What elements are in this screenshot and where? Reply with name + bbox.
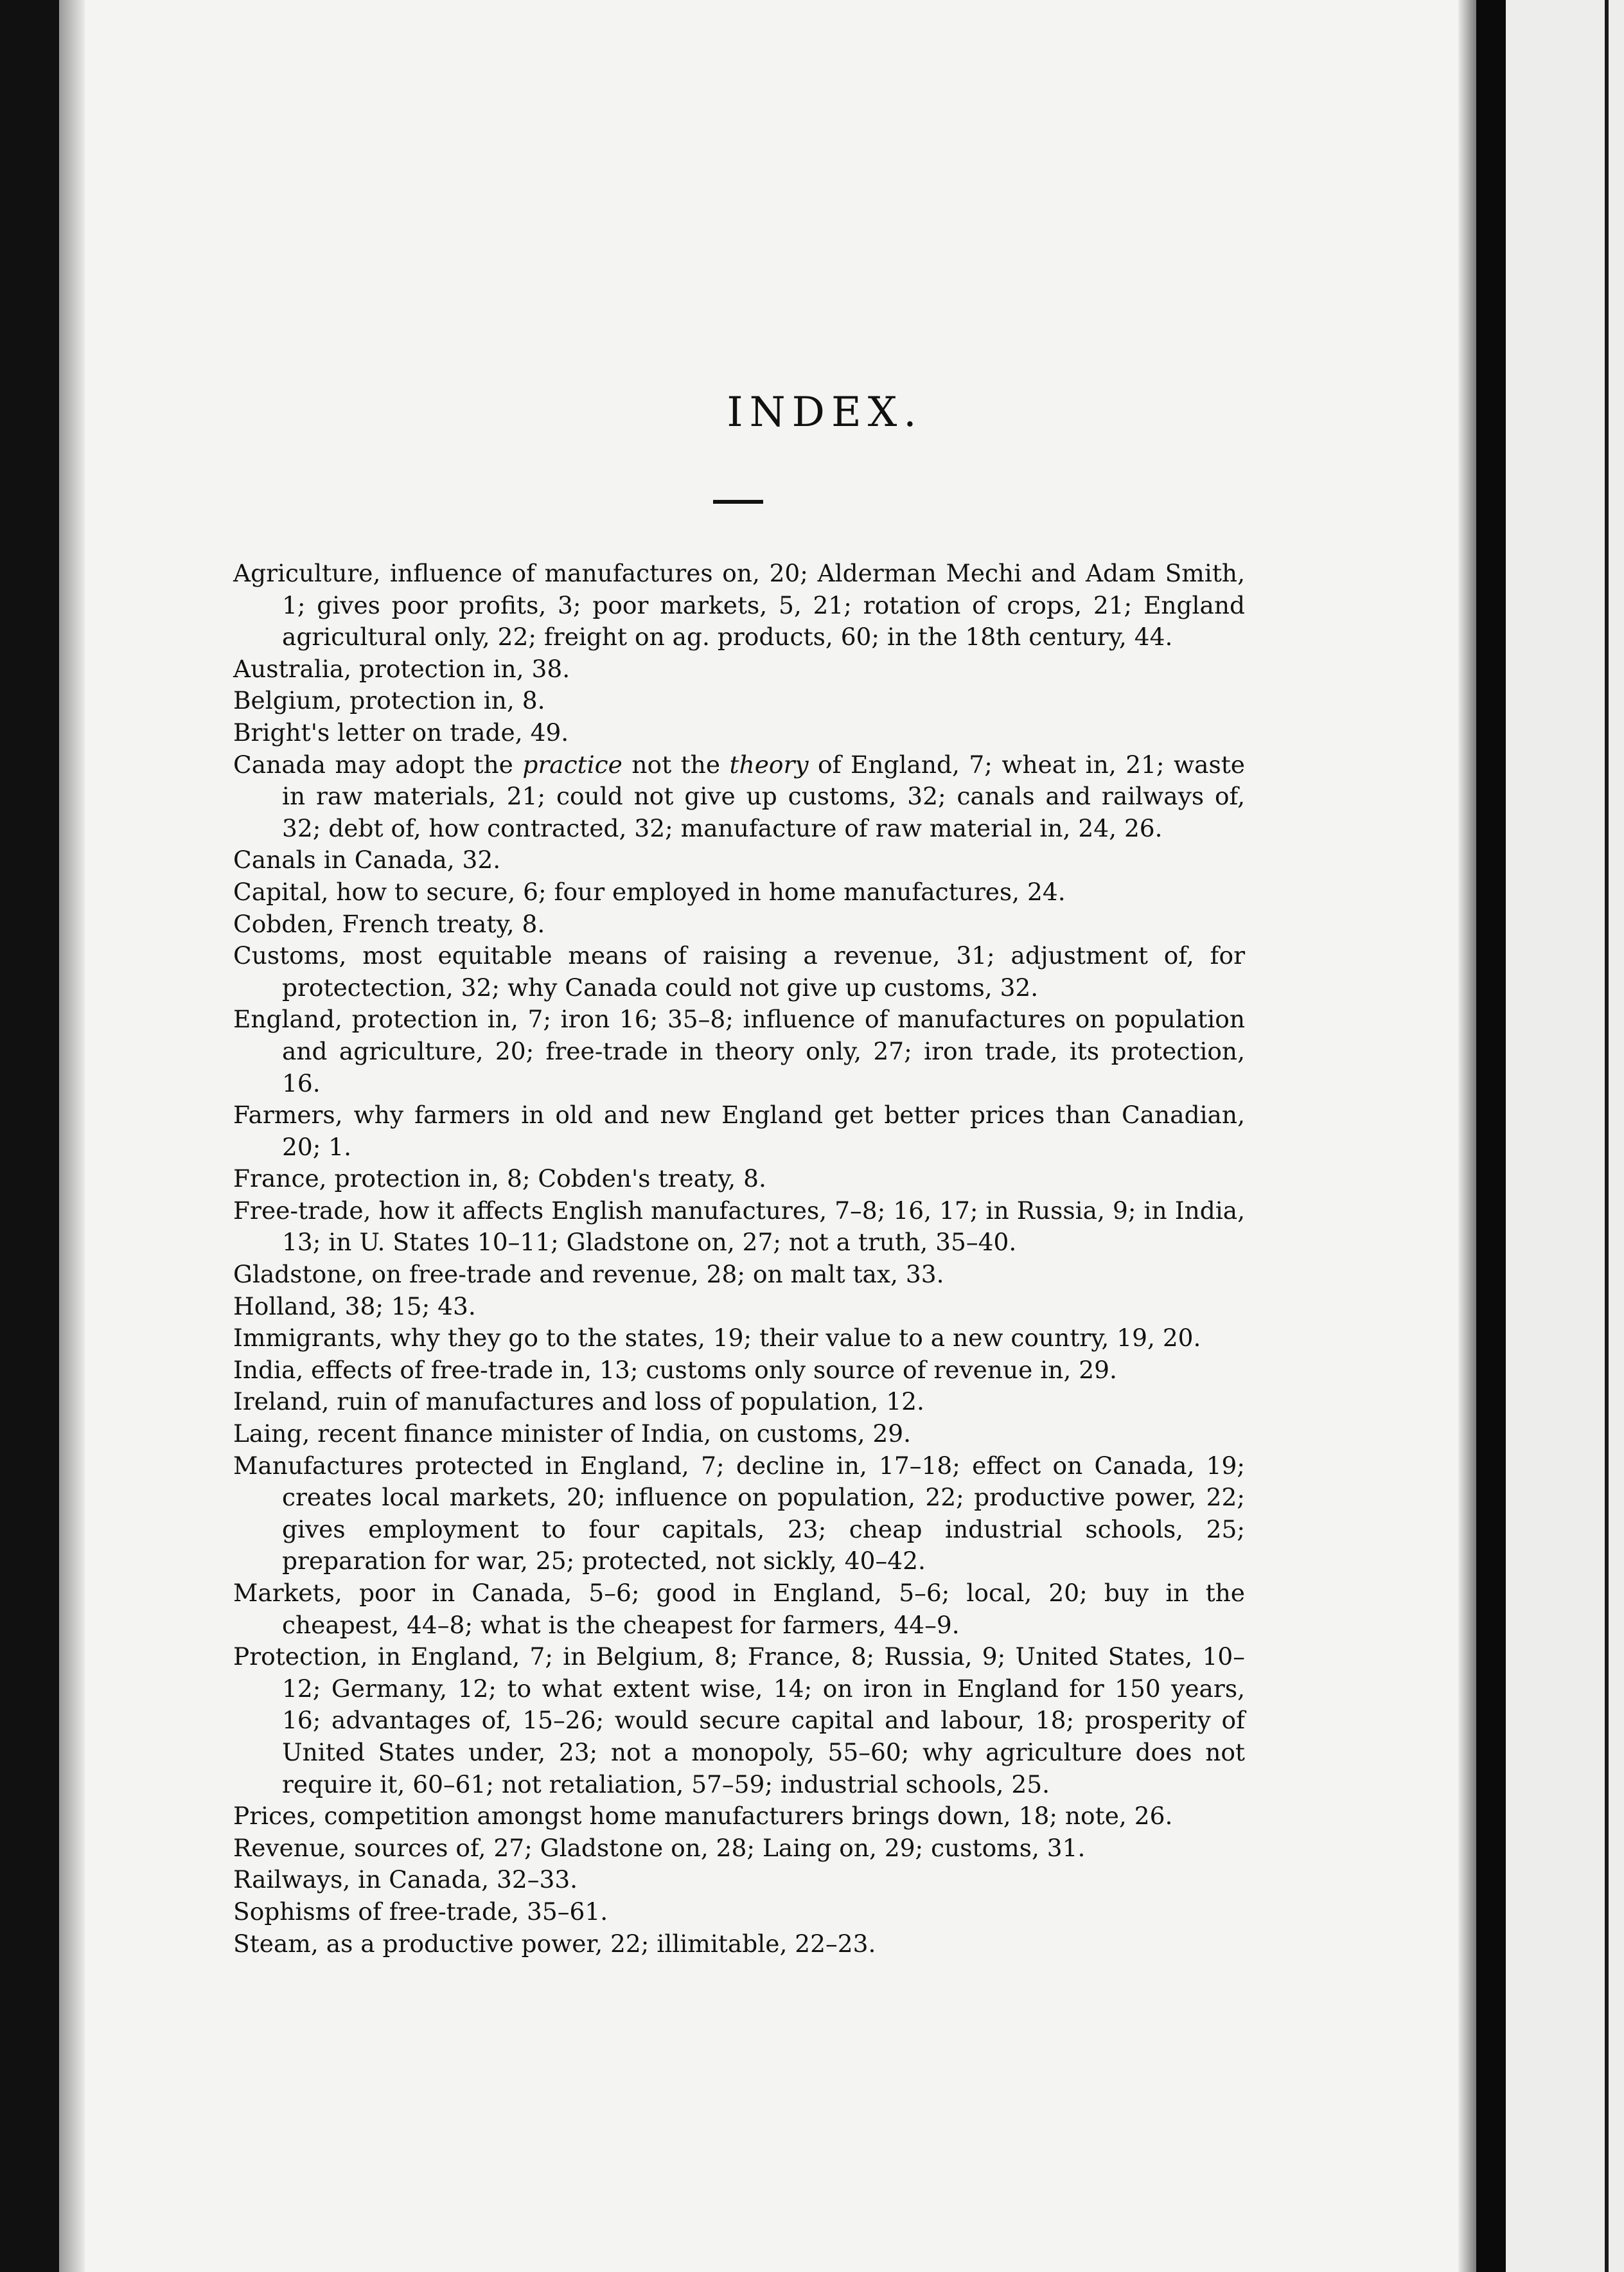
index-entry: Bright's letter on trade, 49. — [233, 718, 569, 747]
index-entry: Cobden, French treaty, 8. — [233, 909, 545, 938]
index-entry: Canals in Canada, 32. — [233, 846, 501, 874]
index-entry: India, effects of free-trade in, 13; customs only source of revenue in, 29. — [233, 1355, 1117, 1384]
emphasis-theory: theory — [729, 750, 809, 779]
index-entry: France, protection in, 8; Cobden's treaty, 8. — [233, 1164, 766, 1193]
index-entry: Farmers, why farmers in old and new England get better prices than Canadian, 20; 1. — [233, 1101, 1245, 1161]
scan-left-shadow — [59, 0, 85, 2272]
binding-shadow — [1458, 0, 1476, 2272]
index-entry: Capital, how to secure, 6; four employed in home manufactures, 24. — [233, 877, 1066, 906]
index-entry: Revenue, sources of, 27; Gladstone on, 28; Laing on, 29; customs, 31. — [233, 1833, 1086, 1862]
index-entry: Australia, protection in, 38. — [233, 654, 570, 683]
index-entry: Protection, in England, 7; in Belgium, 8; France, 8; Russia, 9; United States, 10–12; Germany, 12; to what extent wise, 14; on iron in England for 150 years, 16; advantages of, 15–26; would secure capital and labour, 18; prosperity of United States under, 23; not a monopoly, 55–60; why agriculture does not require it, 60–61; not retaliation, 57–59; industrial schools, 25. — [233, 1642, 1245, 1798]
index-entry: Free-trade, how it affects English manufactures, 7–8; 16, 17; in Russia, 9; in India, 13; in U. States 10–11; Gladstone on, 27; not a truth, 35–40. — [233, 1196, 1245, 1257]
facing-page-rule — [1605, 0, 1609, 2272]
page-title: INDEX. — [727, 389, 923, 436]
index-entry: Prices, competition amongst home manufacturers brings down, 18; note, 26. — [233, 1802, 1173, 1831]
title-rule — [713, 500, 763, 504]
index-entry: Laing, recent finance minister of India, on customs, 29. — [233, 1419, 912, 1448]
index-entry: Gladstone, on free-trade and revenue, 28; on malt tax, 33. — [233, 1260, 944, 1289]
index-entry: Markets, poor in Canada, 5–6; good in England, 5–6; local, 20; buy in the cheapest, 44–8; what is the cheapest for farmers, 44–9. — [233, 1579, 1245, 1639]
index-entry: Railways, in Canada, 32–33. — [233, 1865, 578, 1894]
index-entry: Canada may adopt the practice not the theory of England, 7; wheat in, 21; waste in raw materials, 21; could not give up customs, 32; canals and railways of, 32; debt of, how contracted, 32; manufacture of raw material in, 24, 26. — [233, 750, 1245, 842]
index-entry: Customs, most equitable means of raising a revenue, 31; adjustment of, for protectection, 32; why Canada could not give up customs, 32. — [233, 941, 1245, 1002]
scan-left-margin — [0, 0, 59, 2272]
index-entry: England, protection in, 7; iron 16; 35–8; influence of manufactures on population and agriculture, 20; free-trade in theory only, 27; iron trade, its protection, 16. — [233, 1005, 1245, 1097]
index-entry: Ireland, ruin of manufactures and loss of population, 12. — [233, 1387, 924, 1416]
index-entry: Steam, as a productive power, 22; illimitable, 22–23. — [233, 1929, 876, 1958]
index-entry: Agriculture, influence of manufactures on, 20; Alderman Mechi and Adam Smith, 1; gives poor profits, 3; poor markets, 5, 21; rotation of crops, 21; England agricultural only, 22; freight on ag. products, 60; in the 18th century, 44. — [233, 559, 1245, 652]
index-entry: Sophisms of free-trade, 35–61. — [233, 1897, 608, 1926]
index-entry: Belgium, protection in, 8. — [233, 686, 545, 715]
index-entry: Manufactures protected in England, 7; decline in, 17–18; effect on Canada, 19; creates local markets, 20; influence on population, 22; productive power, 22; gives employment to four capitals, 23; cheap industrial schools, 25; preparation for war, 25; protected, not sickly, 40–42. — [233, 1451, 1245, 1575]
book-binding — [1476, 0, 1506, 2272]
index-entry: Holland, 38; 15; 43. — [233, 1291, 476, 1320]
emphasis-practice: practice — [522, 750, 622, 779]
index-entries — [233, 558, 1245, 1960]
index-entry: Immigrants, why they go to the states, 19; their value to a new country, 19, 20. — [233, 1324, 1201, 1353]
